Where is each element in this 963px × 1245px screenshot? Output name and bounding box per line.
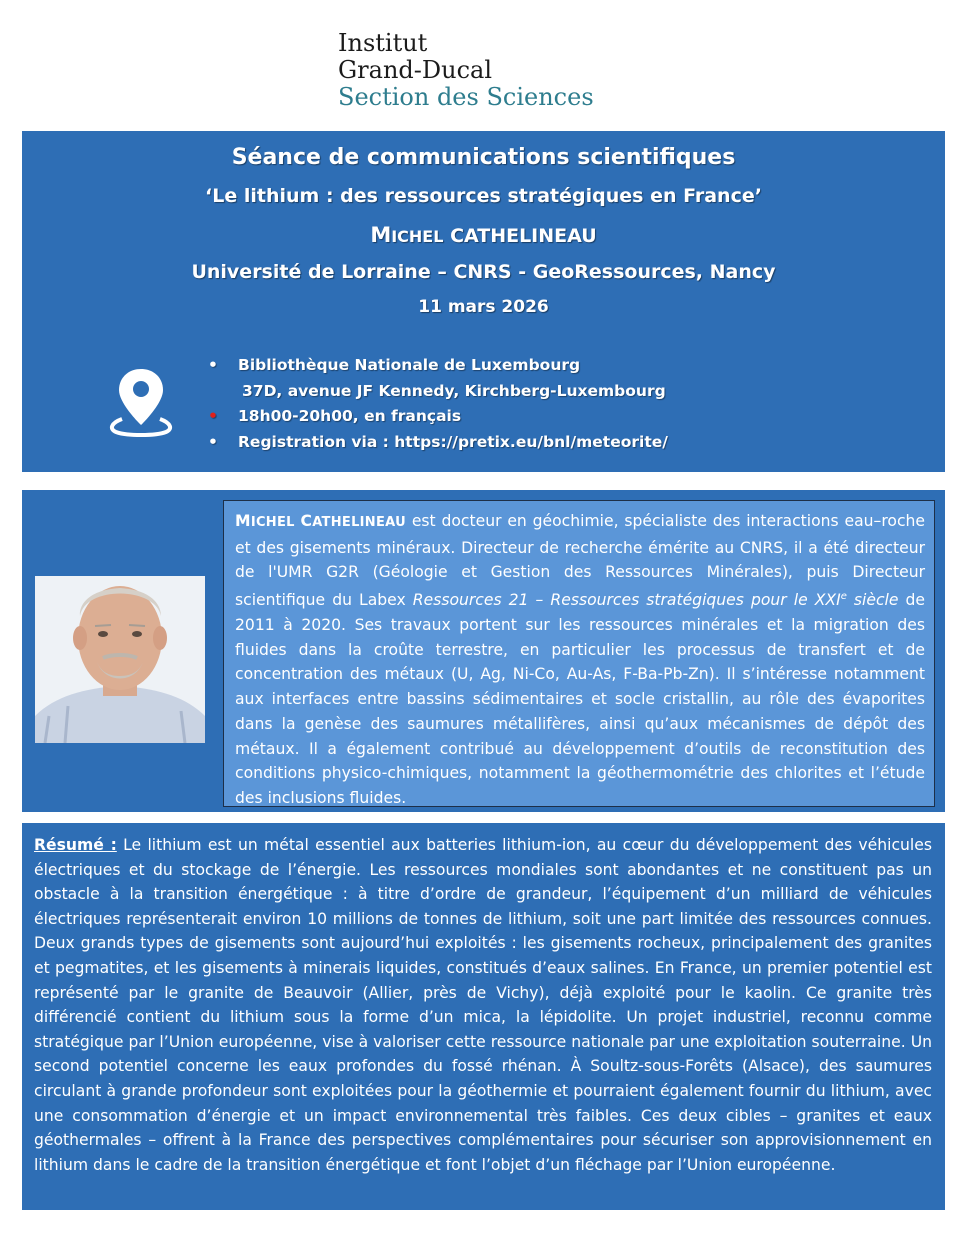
- institute-logo: [338, 30, 594, 111]
- speaker-bio: MICHEL CATHELINEAU est docteur en géochimie, spécialiste des interactions eau–roche et des gisements minéraux. Directeur de recherche émérite au CNRS, il a été directeur de l'UMR G2R (Géologie et Gestion des Ressources Minérales), puis Directeur scientifique du Labex Ressources 21 – Ressources stratégiques pour le XXIe siècle de 2011 à 2020. Ses travaux portent sur les ressources minérales et la migration des fluides dans la croûte terrestre, en particulier les processus de transfert et de concentration des métaux (U, Ag, Ni-Co, Au-As, F-Ba-Pb-Zn). Il s’intéresse notamment aux interfaces entre bassins sédimentaires et socle cristallin, au rôle des évaporites dans la genèse des saumures métallifères, ainsi qu’aux mécanismes de dépôt des métaux. Il a également contribué au développement d’outils de reconstitution des conditions physico-chimiques, notamment la géothermométrie des chlorites et l’étude des inclusions fluides.: [235, 512, 925, 807]
- logo-line-grand-ducal: Grand-Ducal: [338, 56, 493, 84]
- speaker-photo: [35, 576, 205, 743]
- event-title: Séance de communications scientifiques: [231, 145, 736, 170]
- bio-speaker-name: MICHEL CATHELINEAU: [235, 512, 406, 530]
- speaker-bio-panel: [22, 490, 945, 812]
- bullet: •: [208, 356, 218, 374]
- location-pin-icon: [106, 367, 176, 437]
- speaker-name: MICHEL CATHELINEAU: [370, 223, 597, 247]
- logo-line-section: Section des Sciences: [338, 83, 594, 111]
- abstract-text: Résumé : Le lithium est un métal essentiel aux batteries lithium-ion, au cœur du développement des véhicules électriques et du stockage de l’énergie. Les ressources mondiales sont abondantes et ne constituent pas un obstacle à la transition énergétique : à titre d’ordre de grandeur, l’équipement d’un milliard de véhicules électriques représenterait environ 10 millions de tonnes de lithium, soit une part limitée des ressources connues. Deux grands types de gisements sont aujourd’hui exploités : les gisements rocheux, principalement des granites et pegmatites, et les gisements à minerais liquides, constitués d’eaux salines. En France, un premier potentiel est représenté par le granite de Beauvoir (Allier, près de Vichy), déjà exploité pour le kaolin. Ce granite très différencié contient du lithium sous la forme d’un mica, la lépidolite. Un projet industriel, reconnu comme stratégique par l’Union européenne, vise à valoriser cette ressource nationale par une exploitation souterraine. Un second potentiel concerne les eaux profondes du fossé rhénan. À Soultz-sous-Forêts (Alsace), des saumures circulant à grande profondeur sont exploitées pour la géothermie et pourraient également fournir du lithium, avec une consommation d’énergie et un impact environnemental très faibles. Ces deux cibles – granites et eaux géothermales – offrent à la France des perspectives complémentaires pour sécuriser son approvisionnement en lithium dans le cadre de la transition énergétique et font l’objet d’un fléchage par l’Union européenne.: [34, 836, 932, 1174]
- bullet: •: [208, 407, 218, 425]
- abstract-panel: [22, 823, 945, 1210]
- speaker-affiliation: Université de Lorraine – CNRS - GeoRessources, Nancy: [191, 261, 776, 283]
- registration-link[interactable]: Registration via : https://pretix.eu/bnl/meteorite/: [238, 432, 668, 451]
- bio-text-box: [223, 500, 935, 807]
- logo-line-institut: Institut: [338, 29, 428, 57]
- abstract-label: Résumé :: [34, 836, 117, 854]
- event-date: 11 mars 2026: [418, 297, 549, 317]
- event-header-panel: Séance de communications scientifiques ‘Le lithium : des ressources stratégiques en France’ MICHEL CATHELINEAU Université de Lorraine – CNRS - GeoRessources, Nancy 11 mars 2026 • Bibliothèque Nationale de Luxembourg 37D, avenue JF Kennedy, Kirchberg-Luxembourg • 18h00-20h00, en français • Registration via : https://pretix.eu/bnl/meteorite/: [22, 131, 945, 472]
- talk-title: ‘Le lithium : des ressources stratégiques en France’: [205, 185, 762, 207]
- bullet: •: [208, 432, 218, 451]
